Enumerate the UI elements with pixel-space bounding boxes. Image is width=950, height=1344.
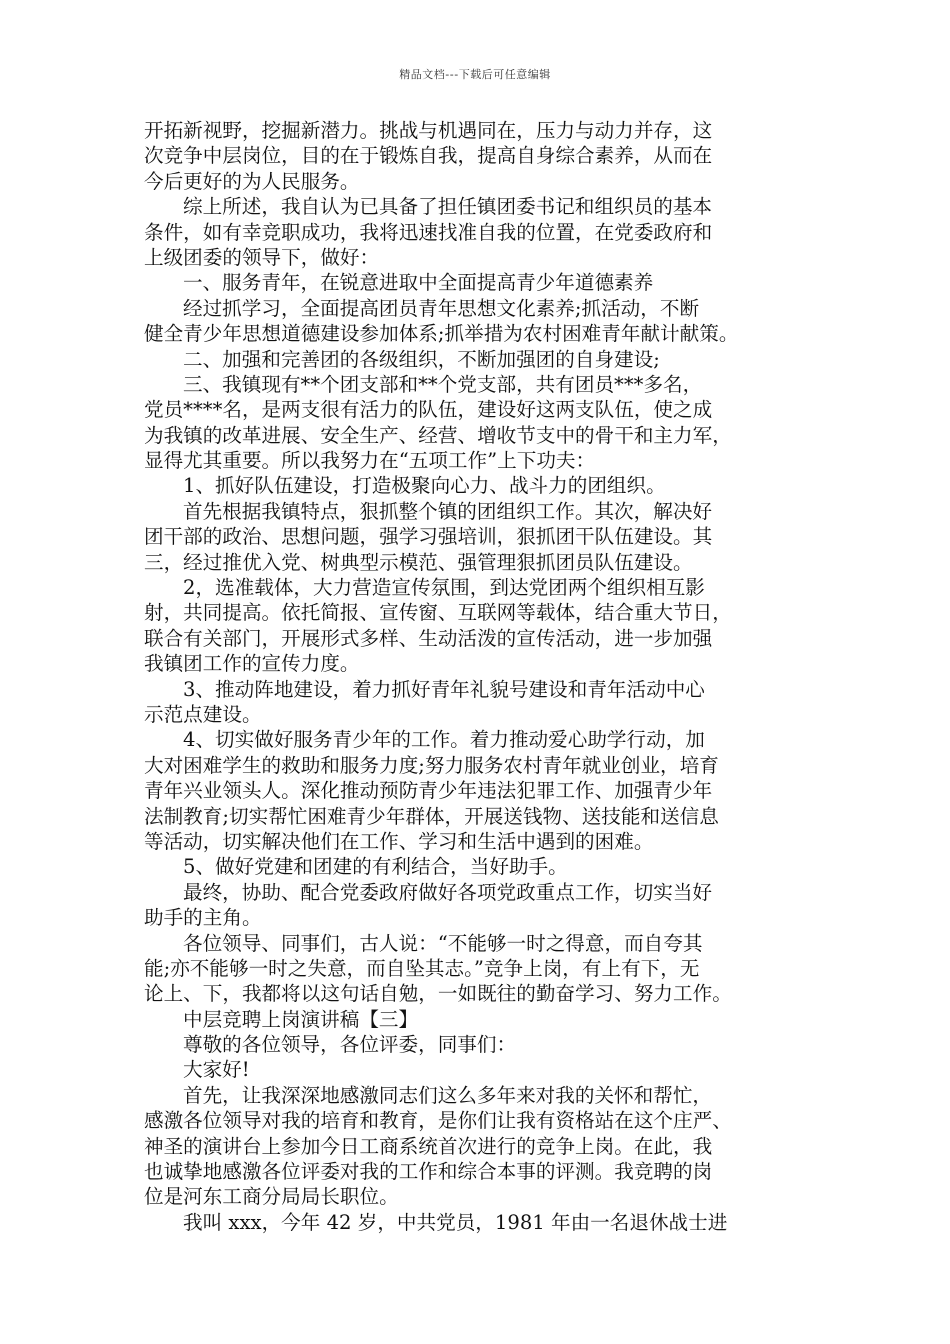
page-header: 精品文档---下载后可任意编辑 — [399, 68, 551, 81]
text-line: 次竞争中层岗位，目的在于锻炼自我，提高自身综合素养，从而在 — [144, 144, 713, 168]
text-line: 团干部的政治、思想问题，强学习强培训，狠抓团干队伍建设。其 — [144, 525, 713, 549]
text-line: 能;亦不能够一时之失意，而自坠其志。”竞争上岗，有上有下，无 — [144, 956, 700, 980]
text-line: 一、服务青年，在锐意进取中全面提高青少年道德素养 — [183, 271, 654, 295]
text-line: 上级团委的领导下，做好： — [144, 245, 380, 269]
text-line: 党员****名，是两支很有活力的队伍，建设好这两支队伍，使之成 — [144, 398, 713, 422]
document-body — [144, 118, 812, 1235]
text-line: 4、切实做好服务青少年的工作。着力推动爱心助学行动，加 — [183, 728, 705, 752]
text-line: 神圣的演讲台上参加今日工商系统首次进行的竞争上岗。在此，我 — [144, 1134, 713, 1158]
text-line: 3、推动阵地建设，着力抓好青年礼貌号建设和青年活动中心 — [183, 677, 705, 701]
text-line: 我叫 xxx，今年 42 岁，中共党员，1981 年由一名退休战士进 — [183, 1210, 728, 1234]
text-line: 也诚挚地感激各位评委对我的工作和综合本事的评测。我竞聘的岗 — [144, 1160, 713, 1184]
text-line: 最终，协助、配合党委政府做好各项党政重点工作，切实当好 — [183, 880, 713, 904]
text-line: 联合有关部门，开展形式多样、生动活泼的宣传活动，进一步加强 — [144, 626, 713, 650]
text-line: 条件，如有幸竞职成功，我将迅速找准自我的位置，在党委政府和 — [144, 220, 713, 244]
text-line: 首先根据我镇特点，狠抓整个镇的团组织工作。其次，解决好 — [183, 499, 713, 523]
text-line: 我镇团工作的宣传力度。 — [144, 652, 360, 676]
text-line: 论上、下，我都将以这句话自勉，一如既往的勤奋学习、努力工作。 — [144, 982, 732, 1006]
text-line: 三，经过推优入党、树典型示模范、强管理狠抓团员队伍建设。 — [144, 550, 693, 574]
text-line: 首先，让我深深地感激同志们这么多年来对我的关怀和帮忙， — [183, 1083, 713, 1107]
text-line: 位是河东工商分局局长职位。 — [144, 1185, 399, 1209]
text-line: 1、抓好队伍建设，打造极聚向心力、战斗力的团组织。 — [183, 474, 666, 498]
text-line: 5、做好党建和团建的有利结合，当好助手。 — [183, 855, 568, 879]
text-line: 大家好! — [183, 1058, 250, 1082]
text-line: 青年兴业领头人。深化推动预防青少年违法犯罪工作、加强青少年 — [144, 779, 713, 803]
text-line: 综上所述，我自认为已具备了担任镇团委书记和组织员的基本 — [183, 195, 713, 219]
text-line: 感激各位领导对我的培育和教育，是你们让我有资格站在这个庄严、 — [144, 1109, 732, 1133]
text-line: 法制教育;切实帮忙困难青少年群体，开展送钱物、送技能和送信息 — [144, 804, 719, 828]
text-line: 助手的主角。 — [144, 906, 262, 930]
text-line: 经过抓学习，全面提高团员青年思想文化素养;抓活动，不断 — [183, 296, 700, 320]
text-line: 等活动，切实解决他们在工作、学习和生活中遇到的困难。 — [144, 829, 654, 853]
text-line: 各位领导、同事们，古人说：“不能够一时之得意，而自夸其 — [183, 931, 703, 955]
text-line: 大对困难学生的救助和服务力度;努力服务农村青年就业创业，培育 — [144, 753, 719, 777]
text-line: 开拓新视野，挖掘新潜力。挑战与机遇同在，压力与动力并存，这 — [144, 119, 713, 142]
text-line: 射，共同提高。依托简报、宣传窗、互联网等载体，结合重大节日， — [144, 601, 732, 625]
text-line: 示范点建设。 — [144, 702, 262, 726]
text-line: 为我镇的改革进展、安全生产、经营、增收节支中的骨干和主力军， — [144, 423, 732, 447]
text-line: 显得尤其重要。所以我努力在“五项工作”上下功夫： — [144, 449, 596, 473]
text-line: 健全青少年思想道德建设参加体系;抓举措为农村困难青年献计献策。 — [144, 322, 739, 346]
text-line: 二、加强和完善团的各级组织，不断加强团的自身建设; — [183, 347, 660, 371]
text-line: 今后更好的为人民服务。 — [144, 169, 360, 193]
text-line: 中层竞聘上岗演讲稿【三】 — [183, 1007, 419, 1031]
text-line: 2，选准载体，大力营造宣传氛围，到达党团两个组织相互影 — [183, 576, 705, 600]
text-line: 三、我镇现有**个团支部和**个党支部，共有团员***多名， — [183, 372, 703, 396]
text-line: 尊敬的各位领导，各位评委，同事们： — [183, 1033, 517, 1057]
